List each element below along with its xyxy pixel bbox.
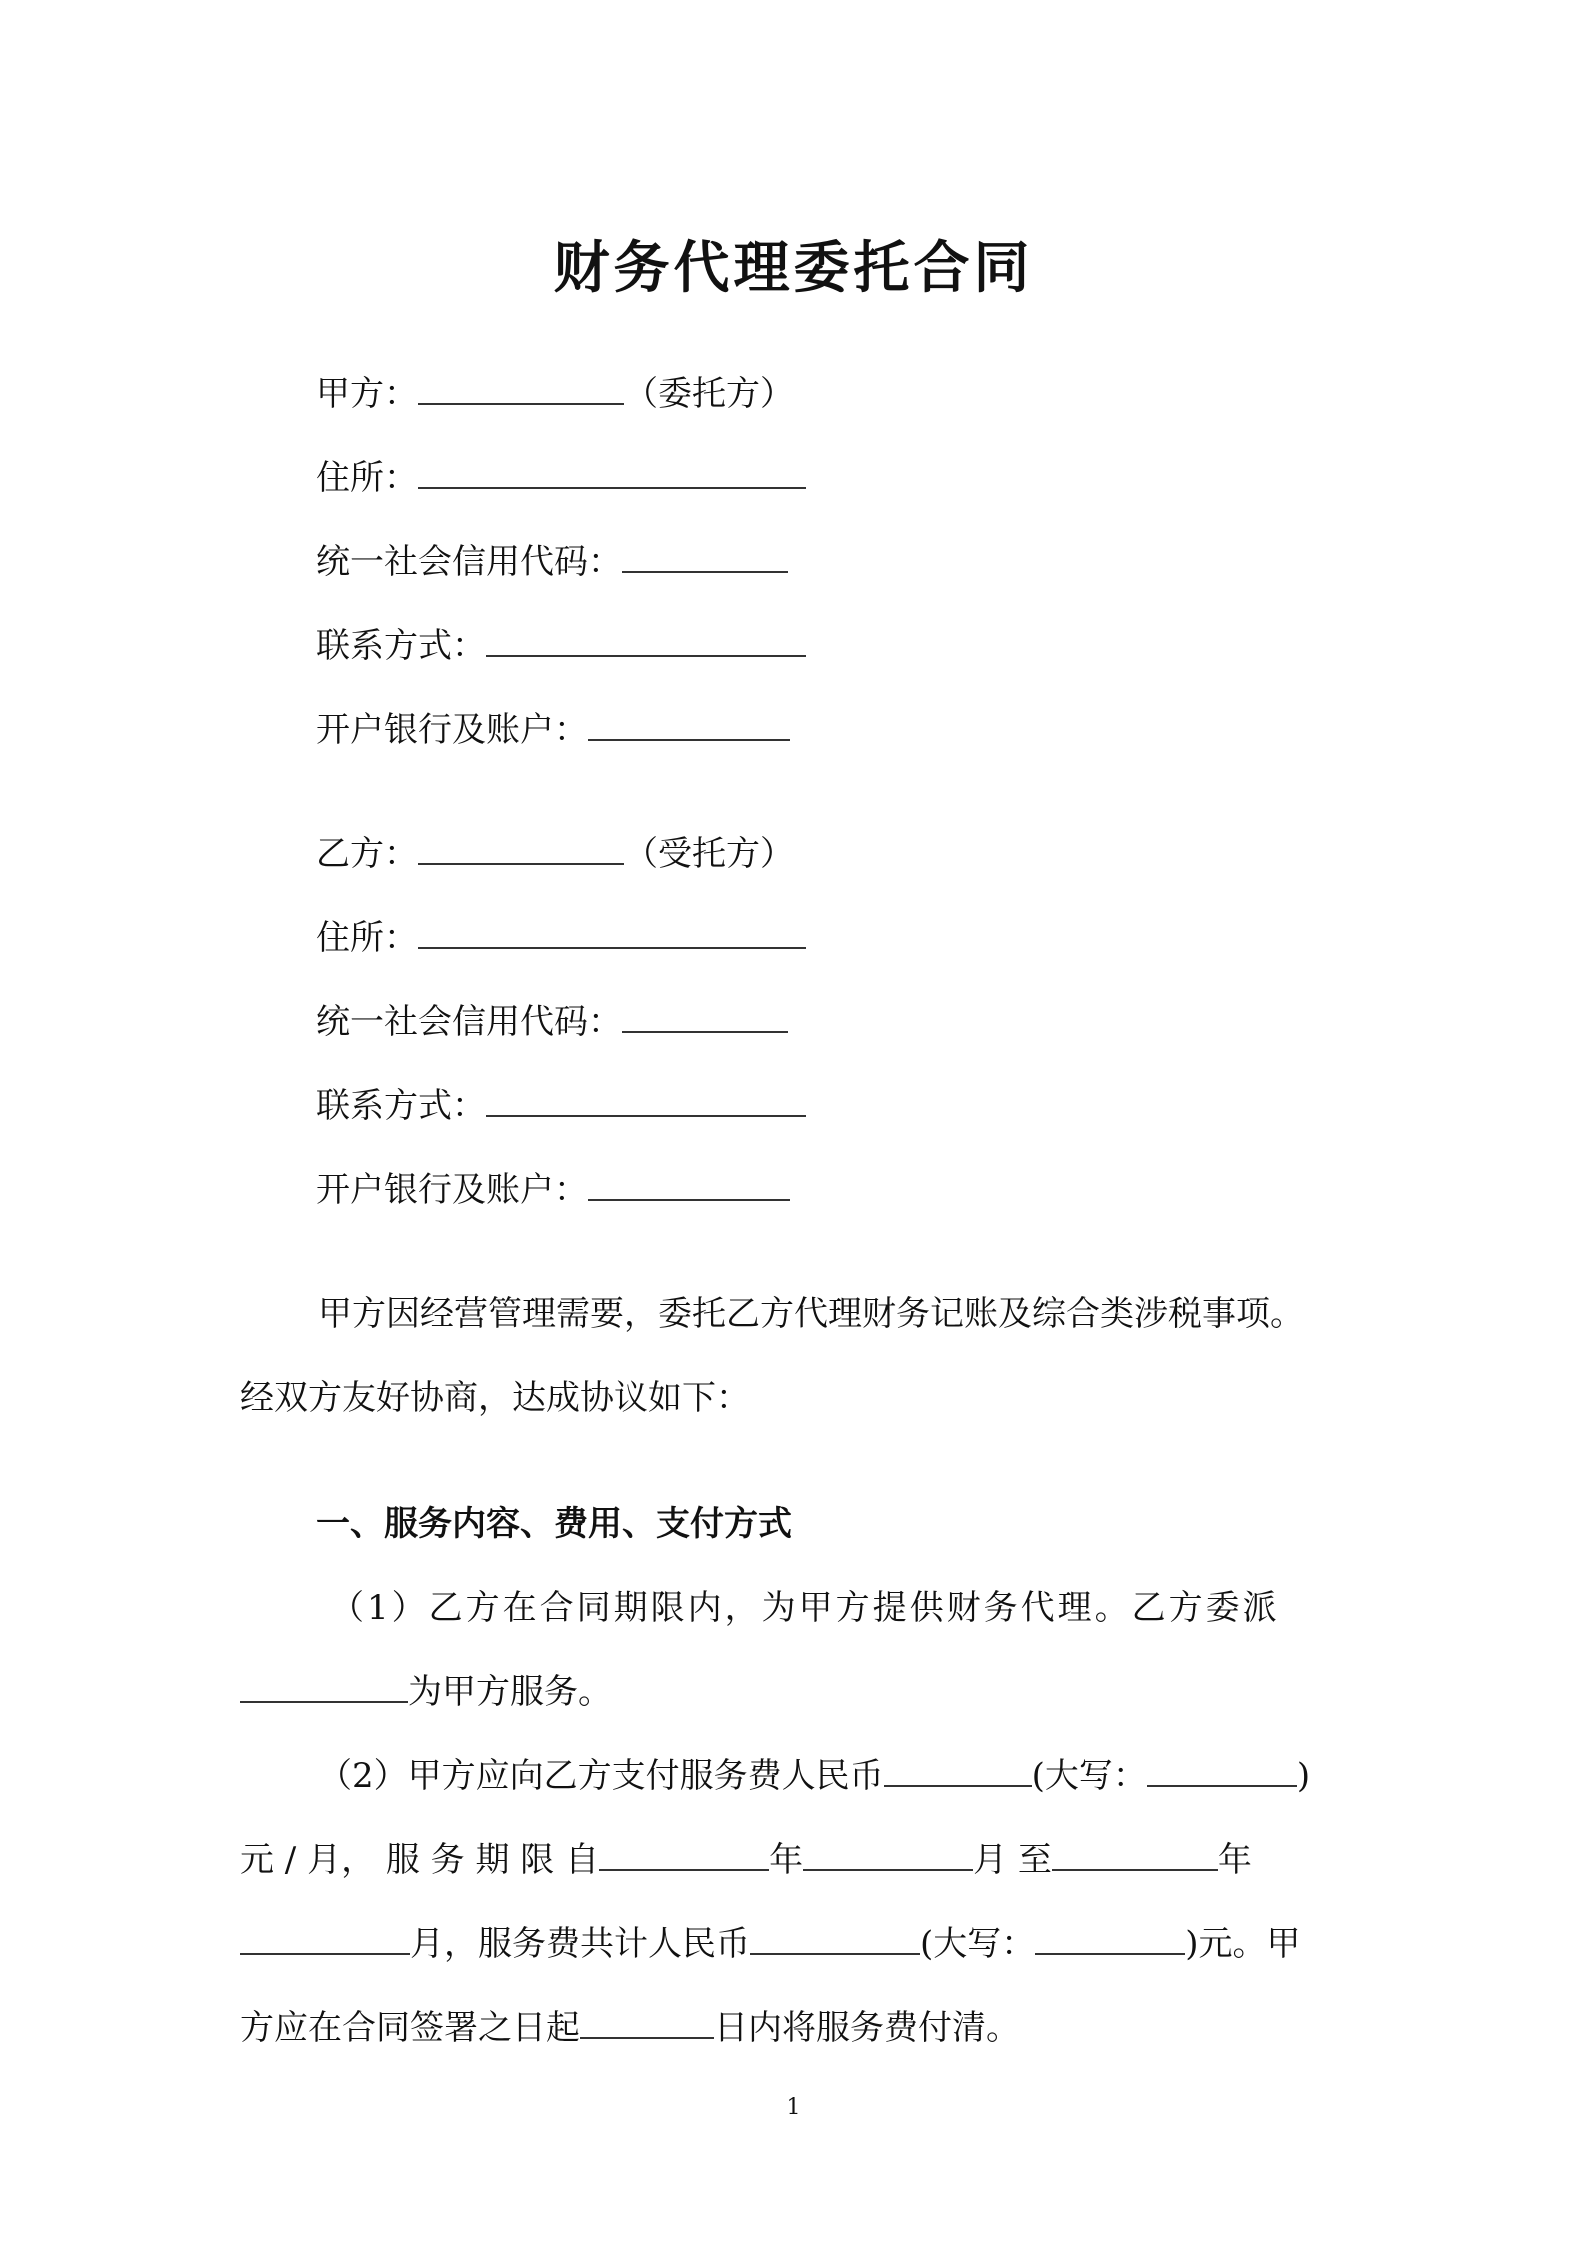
party-b-bank-label: 开户银行及账户： xyxy=(316,1170,588,1210)
party-a-address-label: 住所： xyxy=(316,458,418,498)
intro-line-1: 甲方因经营管理需要，委托乙方代理财务记账及综合类涉税事项。 xyxy=(318,1294,1304,1334)
party-a-bank-label: 开户银行及账户： xyxy=(316,710,588,750)
item-1-line-2 xyxy=(240,1668,612,1716)
party-b-bank-line xyxy=(316,1166,790,1214)
document-title: 财务代理委托合同 xyxy=(553,235,1034,301)
item-2-l1-c: ) xyxy=(1296,1756,1311,1796)
end-month-blank[interactable] xyxy=(240,1923,410,1955)
monthly-fee-words-blank[interactable] xyxy=(1147,1755,1297,1787)
party-b-address-line xyxy=(316,914,806,962)
party-a-bank-line xyxy=(316,706,790,754)
party-a-credit-code-blank[interactable] xyxy=(622,541,788,573)
party-b-contact-blank[interactable] xyxy=(486,1085,806,1117)
party-b-label: 乙方： xyxy=(316,834,418,874)
item-2-l4-b: 日内将服务费付清。 xyxy=(714,2008,1020,2048)
party-a-role: （委托方） xyxy=(624,374,794,414)
party-b-role: （受托方） xyxy=(624,834,794,874)
party-b-address-blank[interactable] xyxy=(418,917,806,949)
party-a-line xyxy=(316,370,794,418)
item-2-l2-d: 年 xyxy=(1217,1840,1252,1880)
party-a-address-line xyxy=(316,454,806,502)
party-a-label: 甲方： xyxy=(316,374,418,414)
item-2-line-2 xyxy=(240,1836,1252,1884)
party-b-line xyxy=(316,830,794,878)
party-b-name-blank[interactable] xyxy=(418,833,624,865)
item-2-l4-a: 方应在合同签署之日起 xyxy=(240,2008,580,2048)
party-a-address-blank[interactable] xyxy=(418,457,806,489)
item-2-line-4 xyxy=(240,2004,1020,2052)
section-1-heading: 一、服务内容、费用、支付方式 xyxy=(316,1504,792,1544)
end-year-blank[interactable] xyxy=(1052,1839,1218,1871)
total-fee-blank[interactable] xyxy=(750,1923,920,1955)
page-number: 1 xyxy=(786,2095,801,2120)
item-2-l3-c: )元。甲 xyxy=(1185,1924,1301,1964)
party-b-address-label: 住所： xyxy=(316,918,418,958)
party-a-contact-blank[interactable] xyxy=(486,625,806,657)
item-2-l2-c: 月 至 xyxy=(973,1840,1052,1880)
item-2-l3-b: (大写： xyxy=(920,1924,1036,1964)
item-1-line-1: （1）乙方在合同期限内，为甲方提供财务代理。乙方委派 xyxy=(330,1588,1280,1628)
party-a-contact-line xyxy=(316,622,806,670)
total-fee-words-blank[interactable] xyxy=(1035,1923,1185,1955)
party-a-contact-label: 联系方式： xyxy=(316,626,486,666)
item-2-line-3 xyxy=(240,1920,1301,1968)
item-2-l2-b: 年 xyxy=(769,1840,804,1880)
party-a-bank-blank[interactable] xyxy=(588,709,790,741)
party-a-credit-code-label: 统一社会信用代码： xyxy=(316,542,622,582)
start-year-blank[interactable] xyxy=(599,1839,769,1871)
party-b-contact-line xyxy=(316,1082,806,1130)
party-b-credit-code-blank[interactable] xyxy=(622,1001,788,1033)
party-a-name-blank[interactable] xyxy=(418,373,624,405)
party-b-credit-code-label: 统一社会信用代码： xyxy=(316,1002,622,1042)
party-b-contact-label: 联系方式： xyxy=(316,1086,486,1126)
item-2-l2-a: 元 / 月， 服 务 期 限 自 xyxy=(240,1840,600,1880)
start-month-blank[interactable] xyxy=(803,1839,973,1871)
party-b-credit-code-line xyxy=(316,998,788,1046)
intro-line-2: 经双方友好协商，达成协议如下： xyxy=(240,1378,750,1418)
item-2-line-1 xyxy=(318,1752,1310,1800)
item-2-l3-a: 月，服务费共计人民币 xyxy=(410,1924,750,1964)
monthly-fee-blank[interactable] xyxy=(884,1755,1032,1787)
item-2-l1-b: (大写： xyxy=(1031,1756,1147,1796)
assigned-staff-blank[interactable] xyxy=(240,1671,408,1703)
party-b-bank-blank[interactable] xyxy=(588,1169,790,1201)
payment-days-blank[interactable] xyxy=(580,2007,714,2039)
item-1-line-2-tail: 为甲方服务。 xyxy=(408,1672,612,1712)
item-2-l1-a: （2）甲方应向乙方支付服务费人民币 xyxy=(318,1756,884,1796)
party-a-credit-code-line xyxy=(316,538,788,586)
